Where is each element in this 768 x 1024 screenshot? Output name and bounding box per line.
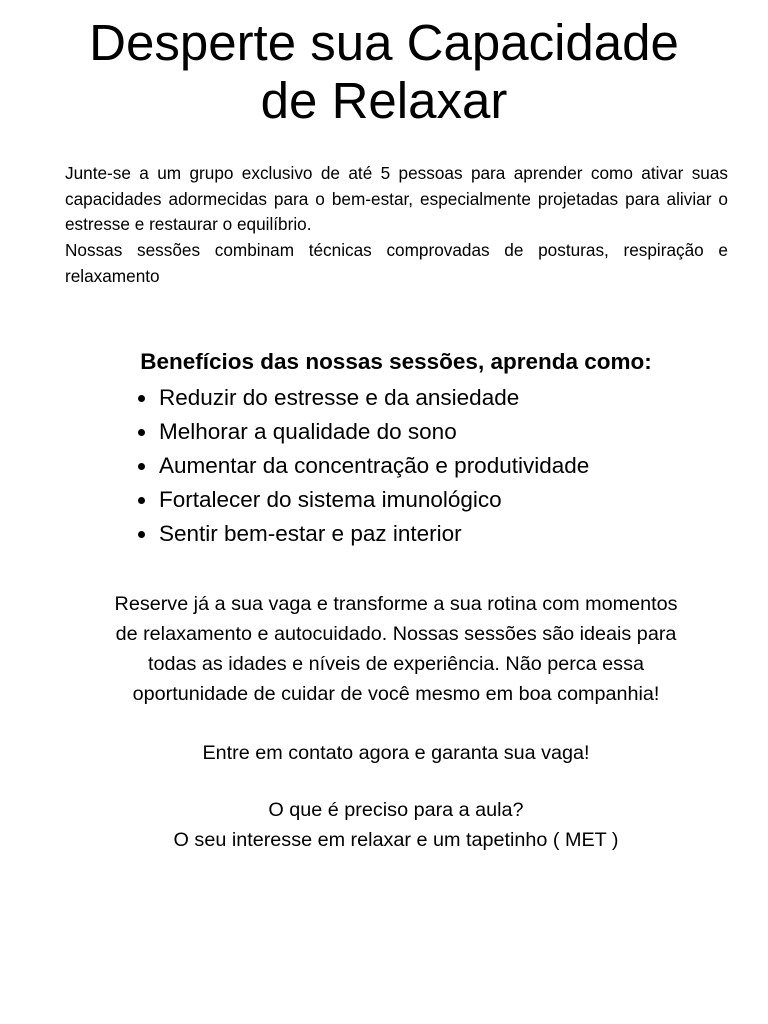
list-item-text: Sentir bem-estar e paz interior [159,520,462,546]
title-line-1: Desperte sua Capacidade [89,14,679,71]
reserve-line: oportunidade de cuidar de você mesmo em boa companhia! [132,683,660,705]
bullet-icon [138,429,145,436]
list-item [136,517,589,551]
title-line-2: de Relaxar [260,72,508,129]
list-item [136,381,589,415]
list-item-text: Reduzir do estresse e da ansiedade [159,385,520,410]
list-item-text: Aumentar da concentração e produtividade [159,452,590,478]
reserve-line: todas as idades e níveis de experiência. Não perca essa [148,653,644,675]
requirements-question: O que é preciso para a aula? [268,799,524,821]
list-item-text: Fortalecer do sistema imunológico [159,486,502,512]
intro-paragraph: Nossas sessões combinam técnicas comprovadas de posturas, respiração e relaxamento [65,240,728,286]
benefits-heading: Benefícios das nossas sessões, aprenda como: [140,349,652,374]
benefits-list [136,381,589,551]
reserve-line: Reserve já a sua vaga e transforme a sua rotina com momentos [114,593,678,615]
bullet-icon [138,463,145,470]
reserve-paragraph [0,589,768,709]
requirements-block [0,795,768,855]
requirements-answer: O seu interesse em relaxar e um tapetinho ( MET ) [173,829,619,851]
intro-text [65,161,728,290]
list-item [136,449,589,483]
bullet-icon [138,395,145,402]
bullet-icon [138,497,145,504]
intro-paragraph: Junte-se a um grupo exclusivo de até 5 pessoas para aprender como ativar suas capacidades adormecidas para o bem-estar, especialmente projetadas para aliviar o estresse e restaurar o equilíbrio. [65,163,728,235]
list-item-text: Melhorar a qualidade do sono [159,418,457,444]
contact-text: Entre em contato agora e garanta sua vaga! [202,742,590,764]
bullet-icon [138,531,145,538]
list-item [136,483,589,517]
reserve-line: de relaxamento e autocuidado. Nossas sessões são ideais para [115,623,677,645]
contact-call-to-action [0,738,768,768]
list-item [136,415,589,449]
page-title [0,14,768,130]
